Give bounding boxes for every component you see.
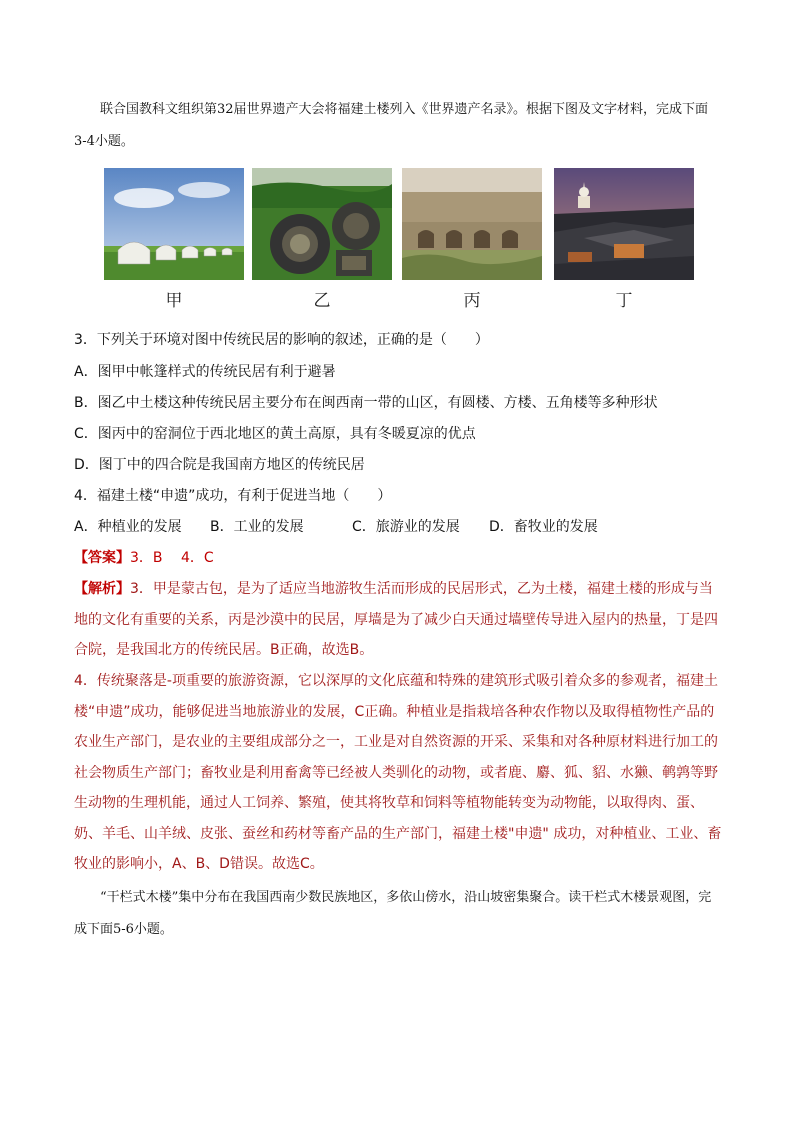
answer-text: 3．B 4．C <box>130 550 214 566</box>
photo-caption-ding: 丁 <box>615 291 633 311</box>
question-4-options <box>74 517 724 537</box>
analysis-paragraph-3 <box>74 574 722 666</box>
question-4-option-a: A．种植业的发展 <box>74 519 182 535</box>
photo-caption-jia: 甲 <box>165 291 183 311</box>
question-3-option-a: A．图甲中帐篷样式的传统民居有利于避暑 <box>74 364 336 380</box>
analysis-tag: 【解析】 <box>74 581 130 597</box>
siheyuan-courtyard-photo <box>554 168 694 280</box>
photo-strip <box>104 168 692 310</box>
intro-paragraph-3-4: 联合国教科文组织第32届世界遗产大会将福建土楼列入《世界遗产名录》。根据下图及文字材料，完成下面3-4小题。 <box>74 102 709 149</box>
intro-paragraph-5-6: “干栏式木楼”集中分布在我国西南少数民族地区，多依山傍水，沿山坡密集聚合。读干栏式木楼景观图，完成下面5-6小题。 <box>74 890 712 937</box>
question-4-option-d: D．畜牧业的发展 <box>489 519 598 535</box>
question-3-option-c: C．图丙中的窑洞位于西北地区的黄土高原，具有冬暖夏凉的优点 <box>74 426 476 442</box>
fujian-tulou-photo <box>252 168 392 280</box>
answer-line <box>74 548 724 568</box>
analysis-text-3: 3．甲是蒙古包，是为了适应当地游牧生活而形成的民居形式，乙为土楼，福建土楼的形成与当地的文化有重要的关系，丙是沙漠中的民居，厚墙是为了减少白天通过墙壁传导进入屋内的热量，丁是四合院，是我国北方的传统民居。B正确，故选B。 <box>74 581 718 658</box>
question-4-stem: 4．福建土楼“申遗”成功，有利于促进当地（ ） <box>74 488 392 504</box>
question-3-stem: 3．下列关于环境对图中传统民居的影响的叙述，正确的是（ ） <box>74 332 489 348</box>
cave-dwelling-photo <box>402 168 542 280</box>
answer-tag: 【答案】 <box>74 550 130 566</box>
question-4-option-b: B．工业的发展 <box>210 519 304 535</box>
photo-caption-yi: 乙 <box>313 291 331 311</box>
question-3-option-d: D．图丁中的四合院是我国南方地区的传统民居 <box>74 457 365 473</box>
photo-caption-bing: 丙 <box>463 291 481 311</box>
question-3-option-b: B．图乙中土楼这种传统民居主要分布在闽西南一带的山区，有圆楼、方楼、五角楼等多种形状 <box>74 395 658 411</box>
mongolian-yurt-photo <box>104 168 244 280</box>
analysis-paragraph-4: 4．传统聚落是-项重要的旅游资源，它以深厚的文化底蕴和特殊的建筑形式吸引着众多的参观者，福建土楼“申遗”成功，能够促进当地旅游业的发展，C正确。种植业是指栽培各种农作物以及取得植物性产品的农业生产部门，是农业的主要组成部分之一，工业是对自然资源的开采、采集和对各种原材料进行加工的社会物质生产部门；畜牧业是利用畜禽等已经被人类驯化的动物，或者鹿、麝、狐、貂、水獭、鹌鹑等野生动物的生理机能，通过人工饲养、繁殖，使其将牧草和饲料等植物能转变为动物能，以取得肉、蛋、奶、羊毛、山羊绒、皮张、蚕丝和药材等畜产品的生产部门，福建土楼"申遗" 成功，对种植业、工业、畜牧业的影响小，A、B、D错误。故选C。 <box>74 673 722 872</box>
question-4-option-c: C．旅游业的发展 <box>352 519 460 535</box>
